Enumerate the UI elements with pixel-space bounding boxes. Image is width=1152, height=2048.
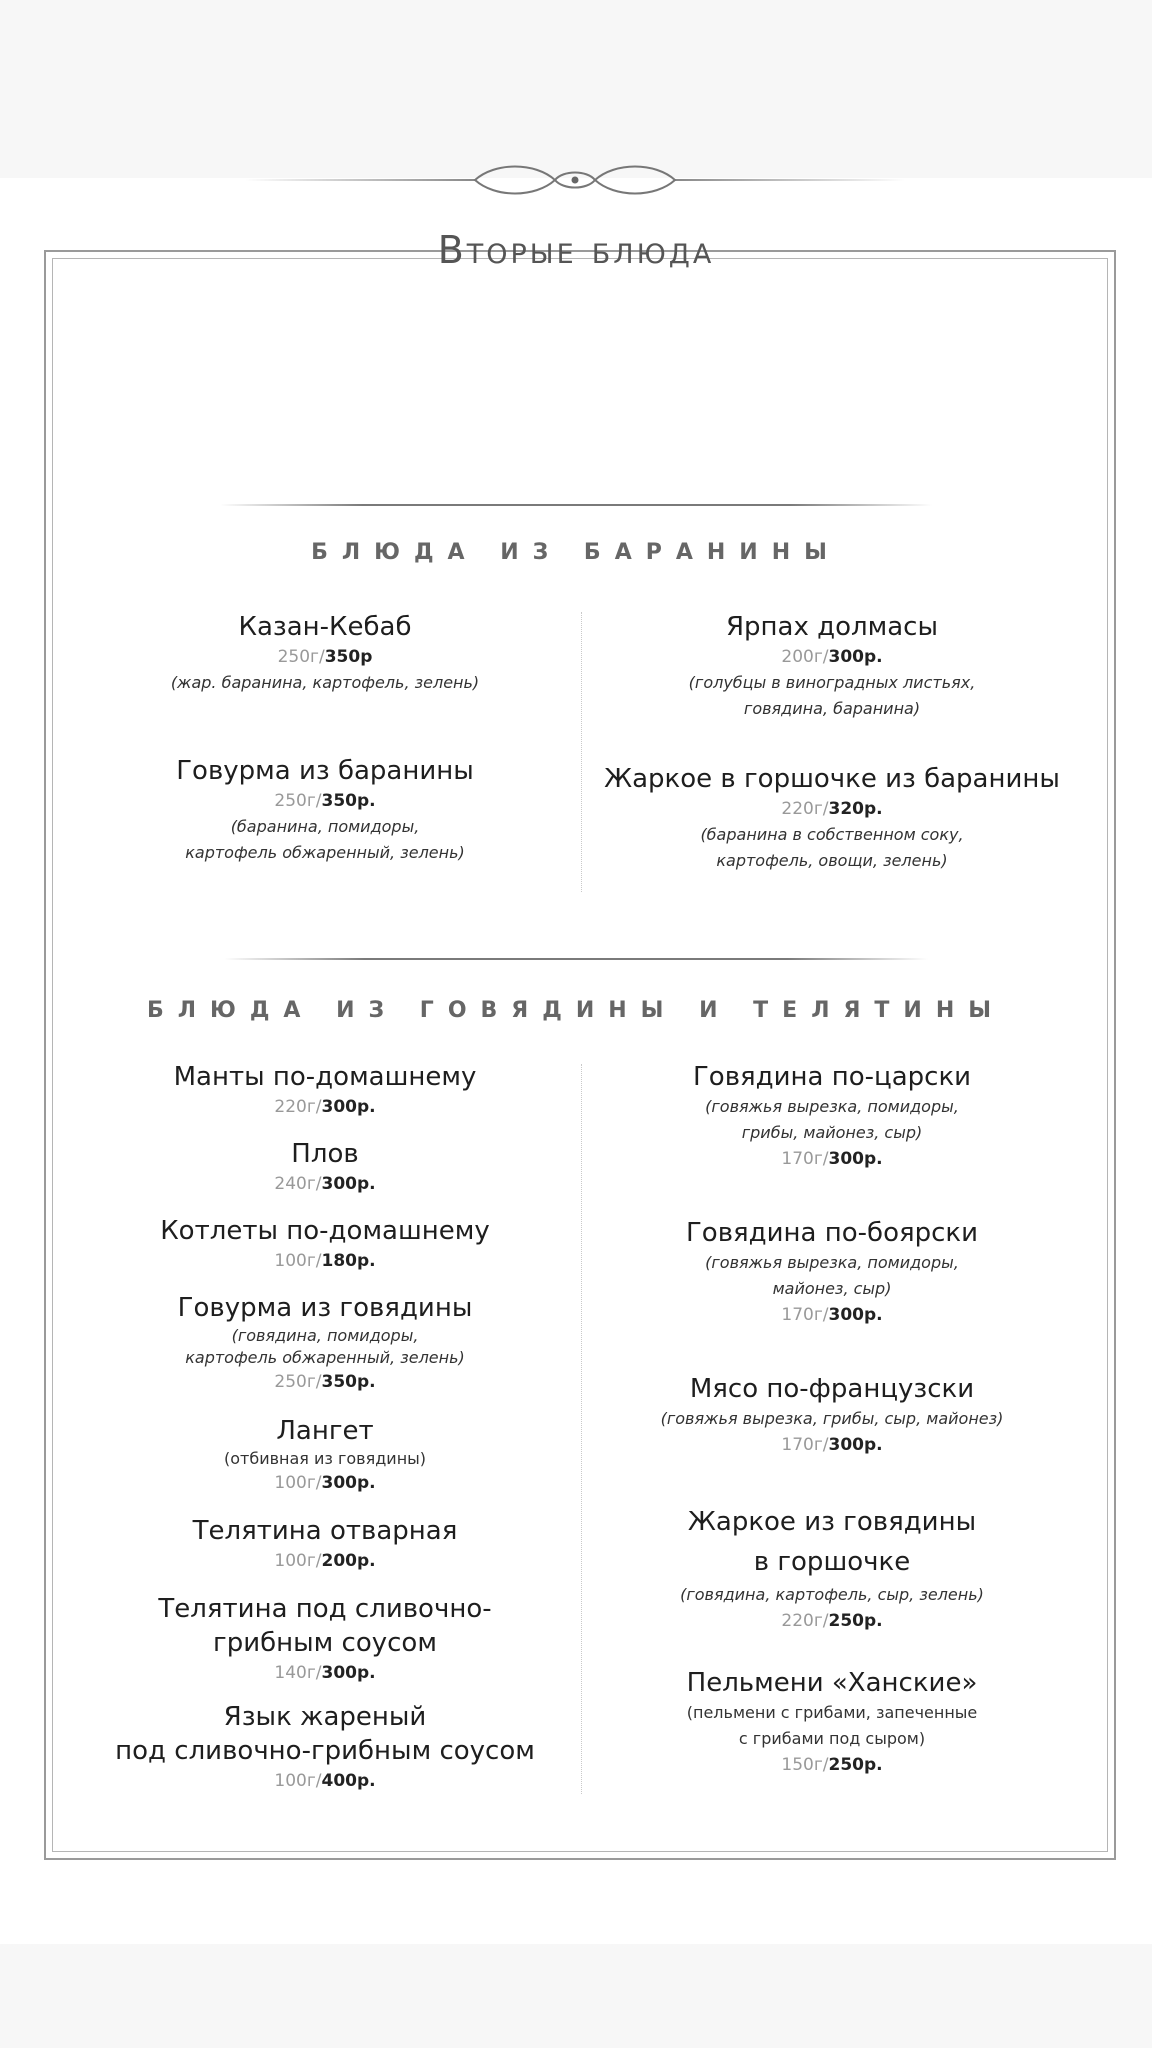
dish-name: Плов: [291, 1139, 359, 1169]
title-underline: [220, 504, 932, 506]
dish-name: Говядина по-боярски: [685, 1218, 979, 1248]
dish-description: (говядина, помидоры, картофель обжаренный, зелень): [185, 1326, 465, 1367]
dish-name: Жаркое из говядины в горшочке: [687, 1507, 977, 1577]
section-heading-beef: БЛЮДА ИЗ ГОВЯДИНЫ И ТЕЛЯТИНЫ: [146, 998, 1006, 1023]
dish-name: Мясо по-французски: [689, 1374, 975, 1404]
dish-price: 170г/300р.: [781, 1149, 883, 1169]
section-divider: [224, 958, 928, 960]
dish-veal-mushroom-sauce: [90, 1592, 560, 1686]
dish-price: 250г/350р.: [274, 1372, 376, 1392]
dish-name: Лангет: [276, 1416, 374, 1446]
dish-price: 250г/350р: [277, 647, 373, 667]
dish-price: 100г/300р.: [274, 1473, 376, 1493]
dish-price: 240г/300р.: [274, 1174, 376, 1194]
dish-price: 100г/200р.: [274, 1551, 376, 1571]
dish-price: 140г/300р.: [274, 1663, 376, 1683]
dish-name: Казан-Кебаб: [238, 612, 412, 642]
dish-govurma-beef: [90, 1291, 560, 1395]
column-divider: [581, 1064, 582, 1794]
dish-tongue: [90, 1700, 560, 1794]
dish-zharkoe-beef: [597, 1502, 1067, 1634]
dish-description: (говяжья вырезка, помидоры, грибы, майонез, сыр): [705, 1097, 959, 1142]
dish-name: Язык жареный под сливочно-грибным соусом: [115, 1702, 535, 1766]
dish-yarpakh-dolmasy: [597, 610, 1067, 722]
dish-price: 150г/250р.: [781, 1755, 883, 1775]
dish-manty: [90, 1060, 560, 1120]
page-title: Вторые блюда: [437, 228, 715, 272]
section-heading-lamb: БЛЮДА ИЗ БАРАНИНЫ: [311, 540, 841, 565]
dish-price: 220г/320р.: [781, 799, 883, 819]
ornament-divider-icon: [245, 160, 905, 200]
dish-price: 100г/400р.: [274, 1771, 376, 1791]
dish-name: Говядина по-царски: [692, 1062, 972, 1092]
dish-name: Телятина отварная: [192, 1516, 458, 1546]
dish-zharkoe-lamb: [597, 762, 1067, 874]
dish-name: Манты по-домашнему: [173, 1062, 477, 1092]
dish-name: Котлеты по-домашнему: [160, 1216, 490, 1246]
dish-description: (жар. баранина, картофель, зелень): [170, 673, 480, 692]
dish-name: Говурма из говядины: [177, 1293, 473, 1323]
dish-price: 170г/300р.: [781, 1305, 883, 1325]
dish-description: (отбивная из говядины): [223, 1449, 427, 1468]
dish-pelmeni-khanskie: [597, 1666, 1067, 1778]
dish-name: Жаркое в горшочке из баранины: [604, 764, 1060, 794]
dish-price: 220г/250р.: [781, 1611, 883, 1631]
dish-price: 100г/180р.: [274, 1251, 376, 1271]
dish-description: (говяжья вырезка, грибы, сыр, майонез): [660, 1409, 1004, 1428]
dish-description: (баранина в собственном соку, картофель, овощи, зелень): [700, 825, 964, 870]
dish-description: (говядина, картофель, сыр, зелень): [680, 1585, 984, 1604]
dish-name: Говурма из баранины: [176, 756, 474, 786]
dish-plov: [90, 1137, 560, 1197]
dish-price: 220г/300р.: [274, 1097, 376, 1117]
dish-price: 170г/300р.: [781, 1435, 883, 1455]
dish-beef-boyarski: [597, 1216, 1067, 1328]
dish-name: Ярпах долмасы: [725, 612, 939, 642]
dish-myaso-po-frantsuzski: [597, 1372, 1067, 1458]
dish-name: Телятина под сливочно- грибным соусом: [158, 1594, 492, 1658]
dish-price: 200г/300р.: [781, 647, 883, 667]
dish-langet: [90, 1414, 560, 1496]
column-divider: [581, 612, 582, 892]
dish-govurma-lamb: [90, 754, 560, 866]
dish-kazan-kebab: [90, 610, 560, 696]
dish-price: 250г/350р.: [274, 791, 376, 811]
dish-description: (голубцы в виноградных листьях, говядина, баранина): [688, 673, 976, 718]
dish-kotlety: [90, 1214, 560, 1274]
dish-beef-tsarski: [597, 1060, 1067, 1172]
dish-description: (баранина, помидоры, картофель обжаренный, зелень): [185, 817, 465, 862]
dish-name: Пельмени «Ханские»: [686, 1668, 978, 1698]
dish-description: (пельмени с грибами, запеченные с грибами под сыром): [686, 1703, 978, 1748]
dish-description: (говяжья вырезка, помидоры, майонез, сыр): [705, 1253, 959, 1298]
dish-veal-boiled: [90, 1514, 560, 1574]
